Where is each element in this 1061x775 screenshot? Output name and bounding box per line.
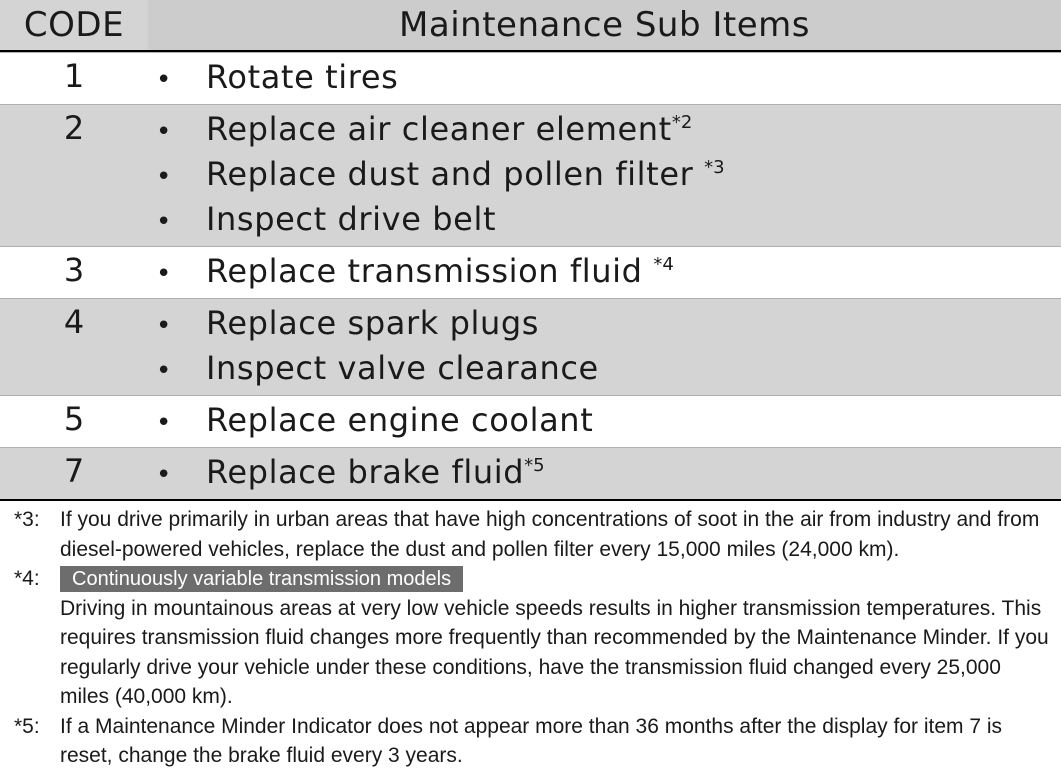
header-maintenance-sub-items: Maintenance Sub Items — [148, 0, 1061, 50]
table-row — [0, 104, 1061, 246]
row-code: 1 — [63, 57, 85, 95]
footnote-ref: *5 — [524, 455, 545, 476]
item-text: Inspect valve clearance — [206, 349, 599, 387]
item-text: Inspect drive belt — [206, 200, 497, 238]
footnote-5 — [14, 712, 1054, 771]
row-code: 7 — [63, 452, 85, 490]
table-row — [0, 395, 1061, 447]
item-text: Rotate tires — [206, 58, 399, 96]
item-text: Replace engine coolant — [206, 401, 594, 439]
footnote-ref: *2 — [671, 112, 693, 133]
row-items — [148, 105, 1061, 246]
footnote-3 — [14, 505, 1054, 564]
list-item — [148, 346, 1061, 391]
footnote-key: *3: — [14, 508, 40, 531]
bullet: • — [156, 311, 172, 341]
list-item — [148, 249, 1061, 294]
footnote-key: *5: — [14, 714, 40, 738]
header-code: CODE — [23, 5, 125, 45]
bullet: • — [156, 408, 172, 438]
row-items — [148, 299, 1061, 395]
footnote-key: *4: — [14, 567, 40, 590]
footnote-4 — [14, 564, 1054, 712]
row-items — [148, 53, 1061, 104]
table-row — [0, 447, 1061, 499]
item-text: Replace spark plugs — [206, 304, 540, 342]
bullet: • — [156, 460, 172, 490]
bullet: • — [156, 356, 172, 386]
item-text: Replace brake fluid$^{*5}$ — [206, 453, 545, 491]
list-item — [148, 152, 1061, 197]
list-item — [148, 107, 1061, 152]
item-text: Replace air cleaner element$^{*2}$ — [206, 110, 693, 148]
row-items — [148, 396, 1061, 447]
bullet: • — [156, 207, 172, 237]
row-code: 3 — [63, 251, 85, 289]
footnote-text: Driving in mountainous areas at very low vehicle speeds results in higher transmission temperatures. This requires transmission fluid changes more frequently than recommended by the Maintenance Minder. If you regularly drive your vehicle under these conditions, have the transmission fluid changed every 25,000 miles (40,000 km). — [60, 596, 1049, 708]
bullet: • — [156, 162, 172, 192]
footnote-ref: *4 — [653, 254, 674, 275]
bullet: • — [156, 117, 172, 147]
row-code: 5 — [63, 400, 85, 438]
bullet: • — [156, 259, 172, 289]
row-code: 2 — [63, 109, 85, 147]
table-row — [0, 246, 1061, 298]
item-text: Replace transmission fluid $^{*4}$ — [206, 252, 674, 290]
row-items — [148, 448, 1061, 499]
table-row — [0, 52, 1061, 104]
footnote-text: If a Maintenance Minder Indicator does not appear more than 36 months after the display for item 7 is reset, change the brake fluid every 3 years. — [60, 714, 1003, 767]
footnotes — [14, 505, 1054, 771]
item-text: Replace dust and pollen filter $^{*3}$ — [206, 155, 725, 193]
list-item — [148, 450, 1061, 495]
list-item — [148, 398, 1061, 443]
list-item — [148, 55, 1061, 100]
model-tag: Continuously variable transmission models — [60, 566, 463, 592]
footnote-text: If you drive primarily in urban areas that have high concentrations of soot in the air from industry and from diesel-powered vehicles, replace the dust and pollen filter every 15,000 miles (24,000 km). — [60, 508, 1040, 561]
row-code: 4 — [63, 303, 85, 341]
table-header — [0, 0, 1061, 52]
footnote-ref: *3 — [704, 157, 725, 178]
list-item — [148, 197, 1061, 242]
bullet: • — [156, 65, 172, 95]
table-row — [0, 298, 1061, 395]
list-item — [148, 301, 1061, 346]
row-items — [148, 247, 1061, 298]
